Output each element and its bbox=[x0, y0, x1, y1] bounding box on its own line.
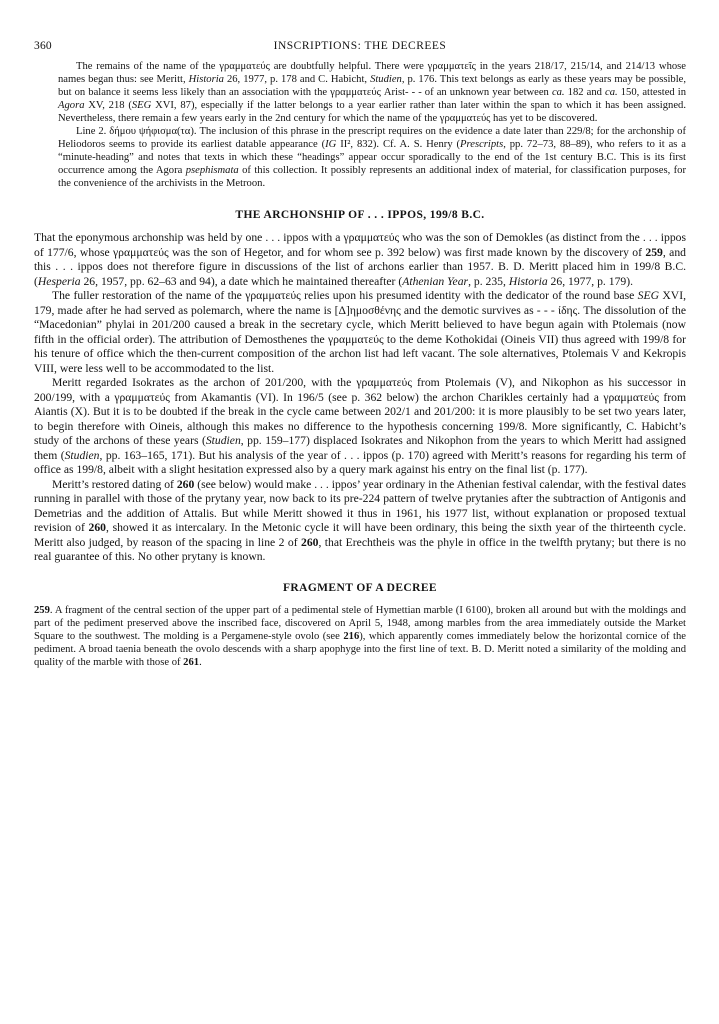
commentary-paragraph: Line 2. δήμου ψήφισμα(τα). The inclusion of this phrase in the prescript requires on the evidence a date later than 229/8; for the archonship of Heliodoros seems to provide its earliest datable appearance (IG II², 832). Cf. A. S. Henry (Prescripts, pp. 72–73, 88–89), who refers to it as a “minute-heading” and notes that texts in which these “headings” appear occur sporadically to the end of the 1st century B.C. This is its first occurrence among the Agora psephismata of this collection. It possibly represents an additional index of material, for classification purposes, for the convenience of the archivists in the Metroon. bbox=[58, 126, 686, 190]
entry-number: 259 bbox=[34, 604, 50, 616]
archonship-section bbox=[34, 231, 686, 565]
commentary bbox=[58, 60, 686, 190]
body-paragraph: That the eponymous archonship was held by one . . . ippos with a γραμματεύς who was the son of Demokles (as distinct from the . . . ippos of 177/6, whose γραμματεύς was the son of Hegetor, and for whom see p. 392 below) was first made known by the discovery of 259, and this . . . ippos does not therefore figure in discussions of the list of archons earlier than 1957. B. D. Meritt placed him in 199/8 B.C. (Hesperia 26, 1957, pp. 62–63 and 94), a date which he maintained thereafter (Athenian Year, p. 235, Historia 26, 1977, p. 179). bbox=[34, 231, 686, 288]
running-title: INSCRIPTIONS: THE DECREES bbox=[273, 40, 447, 52]
page bbox=[34, 40, 686, 669]
running-head bbox=[34, 40, 686, 60]
commentary-paragraph: The remains of the name of the γραμματεύς are doubtfully helpful. There were γραμματεῖς in the years 218/17, 215/14, and 214/13 whose names began thus: see Meritt, Historia 26, 1977, p. 178 and C. Habicht, Studien, p. 176. This text belongs as early as these years may be possible, but on balance it seems less likely than an association with the γραμματεύς Arist- - - of an unknown year between ca. 182 and ca. 150, attested in Agora XV, 218 (SEG XVI, 87), especially if the latter belongs to a year earlier rather than later within the span to which it has been assigned. Nevertheless, there remain a few years early in the 2nd century for which the name of the γραμματεύς has yet to be discovered. bbox=[58, 61, 687, 125]
body-paragraph: Meritt’s restored dating of 260 (see below) would make . . . ippos’ year ordinary in the Athenian festival calendar, with the festival dates running in parallel with those of the prytany year, now back to its pre-224 pattern of twelve prytanies after the subtraction of Antigonis and Demetrias and the addition of Attalis. But while Meritt showed it thus in 1961, his 1977 list, without explanation or proposed textual revision of 260, showed it as intercalary. In the Metonic cycle it will have been ordinary, this being the sixth year of the thirteenth cycle. Meritt also judged, by reason of the spacing in line 2 of 260, that Erechtheis was the phyle in office in the twelfth prytany; but there is no real guarantee of this. No other prytany is known. bbox=[34, 477, 686, 564]
section-heading-fragment: FRAGMENT OF A DECREE bbox=[282, 581, 437, 594]
fragment-section bbox=[34, 604, 686, 669]
fragment-paragraph: 259. A fragment of the central section of the upper part of a pedimental stele of Hymettian marble (I 6100), broken all around but with the moldings and part of the pediment preserved above the inscribed face, discovered on April 5, 1948, among marbles from the area immediately outside the Market Square to the southwest. The molding is a Pergamene-style ovolo (see 216), which apparently comes immediately below the horizontal cornice of the pediment. A broad taenia beneath the ovolo descends with a sharp apophyge into the first line of text. B. D. Meritt noted a similarity of the molding and quality of the marble with those of 261. bbox=[34, 604, 686, 669]
section-heading-archonship: THE ARCHONSHIP OF . . . IPPOS, 199/8 B.C. bbox=[235, 209, 485, 222]
body-paragraph: Meritt regarded Isokrates as the archon of 201/200, with the γραμματεύς from Ptolemais (V), and Nikophon as his successor in 200/199, with a γραμματεύς from Akamantis (VI). In 196/5 (see p. 362 below) the archon Charikles certainly had a γραμματεύς from Aiantis (X). But it is to be doubted if the break in the cycle came between 202/1 and 201/200: it is more plausibly to be set two years later, to begin therefore with Oineis, although this makes no difference to the hypothesis concerning 199/8. More significantly, C. Habicht’s study of the archons of these years (Studien, pp. 159–177) displaced Isokrates and Nikophon from the years to which Meritt had assigned them (Studien, pp. 163–165, 171). But his analysis of the year of . . . ippos (p. 170) agreed with Meritt’s reasons for regarding his term of office as 199/8, albeit with a slight hesitation expressed also by a query mark against his entry on the final list (p. 177). bbox=[34, 376, 687, 477]
page-number: 360 bbox=[34, 40, 52, 52]
body-paragraph: The fuller restoration of the name of the γραμματεύς relies upon his presumed identity with the dedicator of the round base SEG XVI, 179, made after he had served as polemarch, where the name is [Δ]ημοσθένης and the demotic survives as - - - ίδης. The dissolution of the “Macedonian” phylai in 201/200 caused a break in the secretary cycle, which Meritt believed to have begun again with Ptolemais (now fifth in the official order). The attribution of Demosthenes the γραμματεύς to the deme Kothokidai (Oineis VII) thus agreed with 199/8 for his tenure of office which the then-current composition of the archon list had left vacant. The sole alternatives, Ptolemais V and Kekropis VIII, were less well to be accommodated to the list. bbox=[34, 289, 686, 375]
